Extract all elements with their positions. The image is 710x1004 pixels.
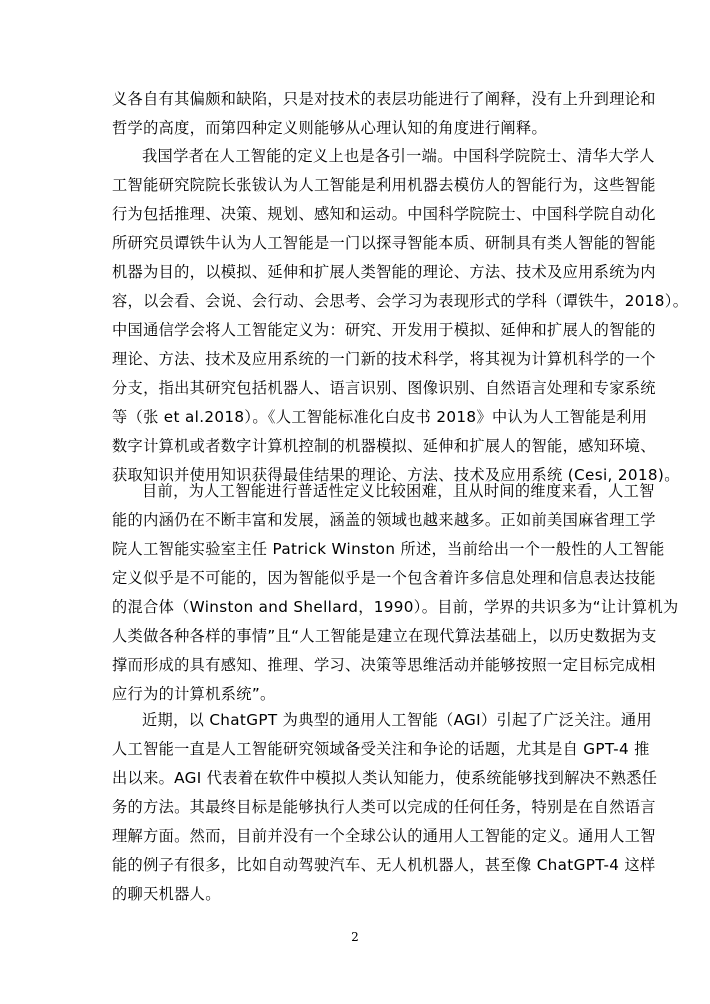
- paragraph-line: 的混合体（Winston and Shellard，1990）。目前，学界的共识多为“让计算机为: [112, 598, 679, 616]
- paragraph-line: 获取知识并使用知识获得最佳结果的理论、方法、技术及应用系统 (Cesi, 2018)。: [112, 466, 680, 484]
- paragraph-line: 能的内涵仍在不断丰富和发展，涵盖的领域也越来越多。正如前美国麻省理工学: [112, 511, 656, 529]
- paragraph-line: 院人工智能实验室主任 Patrick Winston 所述，当前给出一个一般性的人工智能: [112, 540, 665, 558]
- paragraph-line: 所研究员谭铁牛认为人工智能是一门以探寻智能本质、研制具有类人智能的智能: [112, 234, 656, 252]
- paragraph-line: 近期，以 ChatGPT 为典型的通用人工智能（AGI）引起了广泛关注。通用: [142, 711, 652, 729]
- page-number: 2: [351, 930, 359, 944]
- paragraph-line: 哲学的高度，而第四种定义则能够从心理认知的角度进行阐释。: [112, 119, 548, 137]
- paragraph-line: 人工智能一直是人工智能研究领域备受关注和争论的话题，尤其是自 GPT-4 推: [112, 740, 650, 758]
- paragraph-line: 目前，为人工智能进行普适性定义比较困难，且从时间的维度来看，人工智: [142, 482, 655, 500]
- paragraph-line: 我国学者在人工智能的定义上也是各引一端。中国科学院院士、清华大学人: [142, 147, 655, 165]
- paragraph-line: 工智能研究院院长张钹认为人工智能是利用机器去模仿人的智能行为，这些智能: [112, 176, 656, 194]
- paragraph-line: 中国通信学会将人工智能定义为：研究、开发用于模拟、延伸和扩展人的智能的: [112, 321, 656, 339]
- paragraph-line: 理论、方法、技术及应用系统的一门新的技术科学，将其视为计算机科学的一个: [112, 350, 656, 368]
- paragraph-line: 应行为的计算机系统”。: [112, 685, 276, 703]
- paragraph-line: 出以来。AGI 代表着在软件中模拟人类认知能力，使系统能够找到解决不熟悉任: [112, 769, 658, 787]
- paragraph-line: 机器为目的，以模拟、延伸和扩展人类智能的理论、方法、技术及应用系统为内: [112, 263, 656, 281]
- paragraph-line: 数字计算机或者数字计算机控制的机器模拟、延伸和扩展人的智能，感知环境、: [112, 437, 656, 455]
- paragraph-line: 等（张 et al.2018）。《人工智能标准化白皮书 2018》中认为人工智能是利用: [112, 408, 648, 426]
- paragraph-line: 定义似乎是不可能的，因为智能似乎是一个包含着许多信息处理和信息表达技能: [112, 569, 656, 587]
- paragraph-line: 能的例子有很多，比如自动驾驶汽车、无人机机器人，甚至像 ChatGPT-4 这样: [112, 856, 656, 874]
- paragraph-line: 行为包括推理、决策、规划、感知和运动。中国科学院院士、中国科学院自动化: [112, 205, 656, 223]
- paragraph-line: 分支，指出其研究包括机器人、语言识别、图像识别、自然语言处理和专家系统: [112, 379, 656, 397]
- paragraph-line: 义各自有其偏颇和缺陷，只是对技术的表层功能进行了阐释，没有上升到理论和: [112, 90, 656, 108]
- paragraph-line: 务的方法。其最终目标是能够执行人类可以完成的任何任务，特别是在自然语言: [112, 798, 656, 816]
- paragraph-line: 容，以会看、会说、会行动、会思考、会学习为表现形式的学科（谭铁牛，2018）。: [112, 292, 689, 310]
- paragraph-line: 理解方面。然而，目前并没有一个全球公认的通用人工智能的定义。通用人工智: [112, 827, 656, 845]
- paragraph-line: 人类做各种各样的事情”且“人工智能是建立在现代算法基础上，以历史数据为支: [112, 627, 657, 645]
- paragraph-line: 的聊天机器人。: [112, 885, 221, 903]
- paragraph-line: 撑而形成的具有感知、推理、学习、决策等思维活动并能够按照一定目标完成相: [112, 656, 656, 674]
